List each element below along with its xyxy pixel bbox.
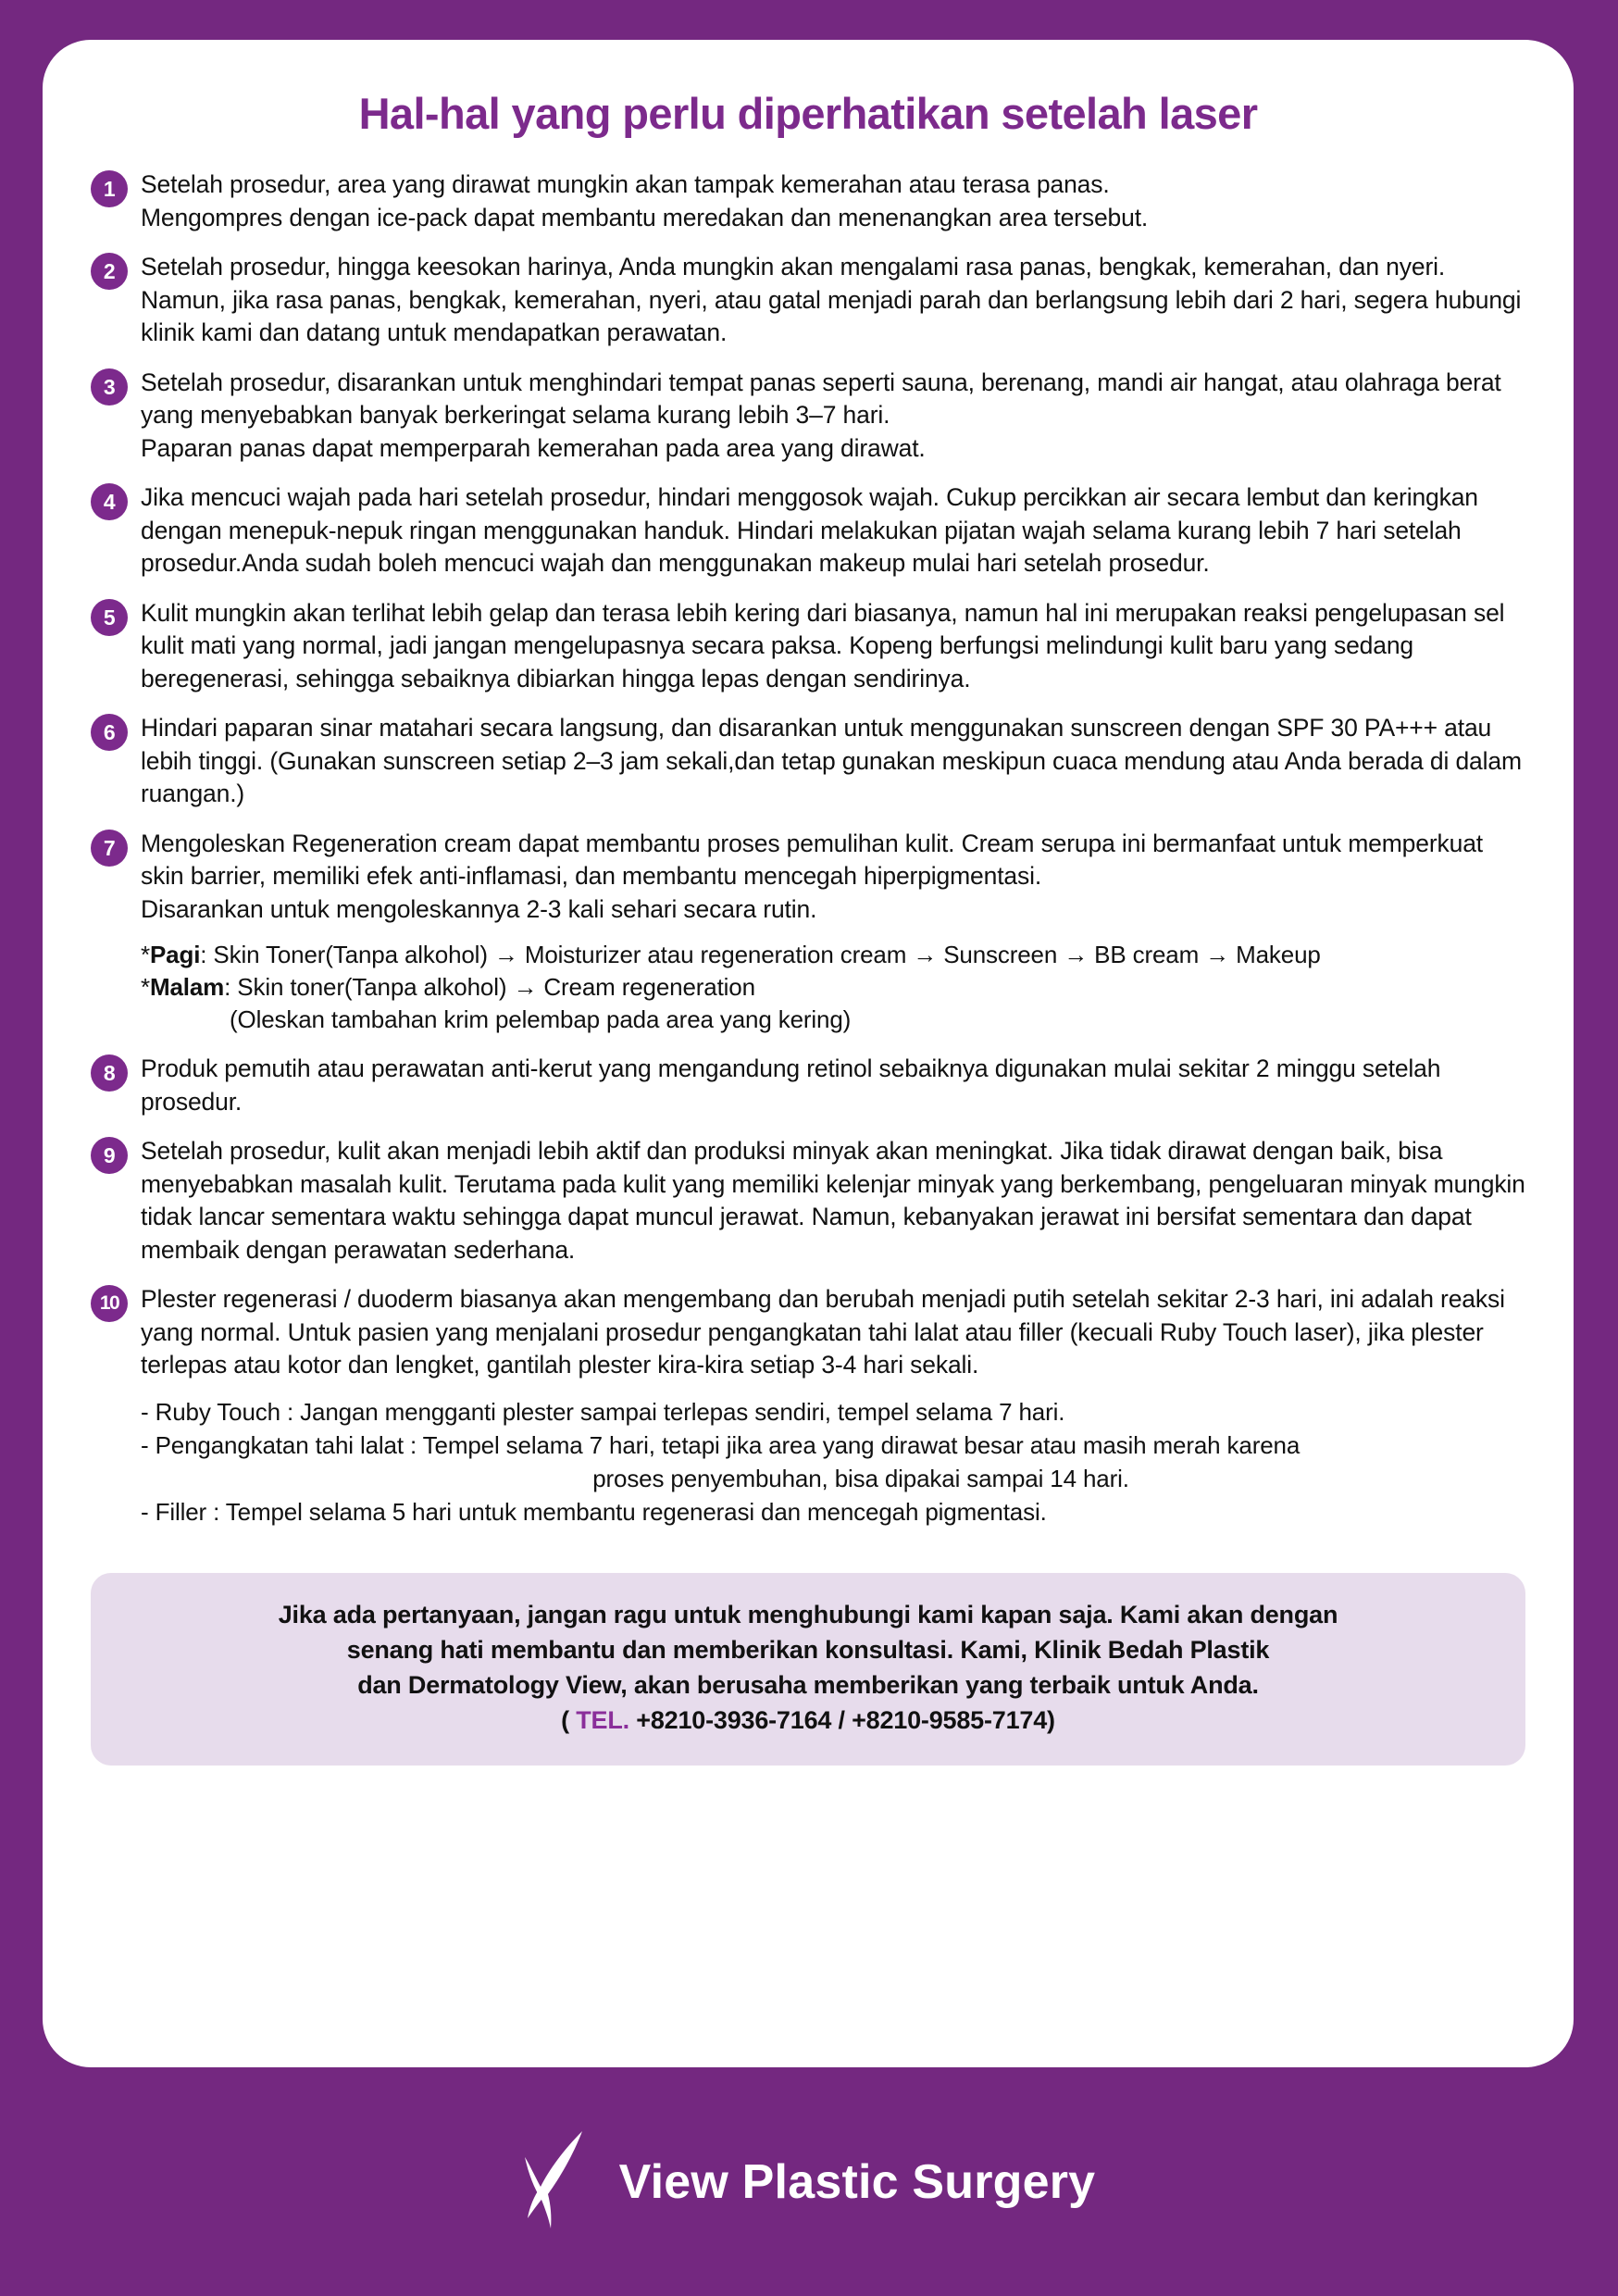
item-body (141, 1135, 1525, 1267)
contact-line-1: Jika ada pertanyaan, jangan ragu untuk menghubungi kami kapan saja. Kami akan dengan (278, 1600, 1338, 1628)
list-item (91, 828, 1525, 1037)
list-item (91, 597, 1525, 696)
brand-footer (0, 2067, 1618, 2296)
item-line: Jika mencuci wajah pada hari setelah prosedur, hindari menggosok wajah. Cukup percikkan air secara lembut dan keringkan dengan menepuk-nepuk ringan menggunakan handuk. Hindari melakukan pijatan wajah selama kurang lebih 7 hari setelah prosedur.Anda sudah boleh mencuci wajah dan menggunakan makeup mulai hari setelah prosedur. (141, 483, 1478, 577)
instruction-list (43, 148, 1574, 1529)
routine-night-note: (Oleskan tambahan krim pelembap pada area yang kering) (230, 1005, 852, 1033)
contact-phone-line (118, 1703, 1498, 1738)
item-number-badge: 9 (91, 1137, 128, 1174)
item-line: Setelah prosedur, disarankan untuk menghindari tempat panas seperti sauna, berenang, mandi air hangat, atau olahraga berat yang menyebabkan banyak berkeringat selama kurang lebih 3–7 hari. (141, 368, 1501, 429)
routine-star: * (141, 973, 150, 1001)
item-line: Paparan panas dapat memperparah kemerahan pada area yang dirawat. (141, 433, 926, 462)
list-item (91, 1135, 1525, 1267)
plaster-mole-removal (141, 1429, 1525, 1495)
routine-morning-text: : Skin Toner(Tanpa alkohol) → Moisturizer atau regeneration cream → Sunscreen → BB cream → Makeup (200, 941, 1321, 968)
item-body (141, 251, 1525, 350)
routine-star: * (141, 941, 150, 968)
mole-removal-text: : Tempel selama 7 hari, tetapi jika area yang dirawat besar atau masih merah karena (410, 1430, 1301, 1459)
routine-night (141, 971, 1525, 1004)
item-body (141, 1053, 1525, 1118)
tel-paren-open: ( (561, 1705, 577, 1734)
tel-label: TEL. (576, 1705, 629, 1734)
item-line: Hindari paparan sinar matahari secara langsung, dan disarankan untuk menggunakan sunscreen dengan SPF 30 PA+++ atau lebih tinggi. (Gunakan sunscreen setiap 2–3 jam sekali,dan tetap gunakan meskipun cuaca mendung atau Anda berada di dalam ruangan.) (141, 714, 1522, 807)
item-number-badge: 5 (91, 599, 128, 636)
item-body (141, 168, 1525, 234)
item-line: Setelah prosedur, area yang dirawat mungkin akan tampak kemerahan atau terasa panas. (141, 170, 1110, 198)
routine-night-label: Malam (149, 973, 225, 1001)
item-number-badge: 1 (91, 170, 128, 207)
routine-morning (141, 939, 1525, 971)
routine-morning-label: Pagi (149, 941, 201, 968)
item-line: Plester regenerasi / duoderm biasanya akan mengembang dan berubah menjadi putih setelah sekitar 2-3 hari, ini adalah reaksi yang normal. Untuk pasien yang menjalani prosedur pengangkatan tahi lalat atau filler (kecuali Ruby Touch laser), jika plester terlepas atau kotor dan lengket, gantilah plester kira-kira setiap 3-4 hari sekali. (141, 1285, 1505, 1379)
list-item (91, 1053, 1525, 1118)
plaster-detail-block (141, 1395, 1525, 1529)
mole-removal-text-cont: proses penyembuhan, bisa dipakai sampai 14 hari. (592, 1464, 1129, 1492)
item-number-badge: 6 (91, 714, 128, 751)
item-body (141, 1283, 1525, 1529)
brand-name: View Plastic Surgery (618, 2154, 1096, 2209)
item-line: Kulit mungkin akan terlihat lebih gelap dan terasa lebih kering dari biasanya, namun hal ini merupakan reaksi pengelupasan sel kulit mati yang normal, jadi jangan mengelupasnya secara paksa. Kopeng berfungsi melindungi kulit baru yang sedang beregenerasi, sehingga sebaiknya dibiarkan hingga lepas dengan sendirinya. (141, 598, 1505, 693)
item-body (141, 367, 1525, 466)
item-body (141, 828, 1525, 1037)
dash-marker: - (141, 1430, 149, 1459)
dash-marker: - (141, 1397, 149, 1426)
item-line: Setelah prosedur, hingga keesokan harinya, Anda mungkin akan mengalami rasa panas, bengkak, kemerahan, dan nyeri. Namun, jika rasa panas, bengkak, kemerahan, nyeri, atau gatal menjadi parah dan berlangsung lebih dari 2 hari, segera hubungi klinik kami dan datang untuk mendapatkan perawatan. (141, 253, 1522, 346)
item-line: Mengoleskan Regeneration cream dapat membantu proses pemulihan kulit. Cream serupa ini bermanfaat untuk memperkuat skin barrier, memiliki efek anti-inflamasi, dan membantu mencegah hiperpigmentasi. (141, 829, 1484, 890)
plaster-filler (141, 1495, 1525, 1529)
item-line: Produk pemutih atau perawatan anti-kerut yang mengandung retinol sebaiknya digunakan mulai sekitar 2 minggu setelah prosedur. (141, 1054, 1441, 1116)
item-number-badge: 10 (91, 1285, 128, 1322)
item-line: Setelah prosedur, kulit akan menjadi lebih aktif dan produksi minyak akan meningkat. Jika tidak dirawat dengan baik, bisa menyebabkan masalah kulit. Terutama pada kulit yang memiliki kelenjar minyak yang berkembang, pengeluaran minyak mungkin tidak lancar sementara waktu sehingga dapat muncul jerawat. Namun, kebanyakan jerawat ini bersifat sementara dan dapat membaik dengan perawatan sederhana. (141, 1137, 1525, 1264)
contact-callout-box (91, 1573, 1525, 1766)
item-number-badge: 3 (91, 368, 128, 406)
item-body (141, 712, 1525, 811)
item-body (141, 481, 1525, 580)
item-number-badge: 2 (91, 253, 128, 290)
ruby-touch-text: : Jangan mengganti plester sampai terlepas sendiri, tempel selama 7 hari. (287, 1397, 1065, 1426)
contact-line-3: dan Dermatology View, akan berusaha memberikan yang terbaik untuk Anda. (357, 1670, 1259, 1699)
list-item (91, 367, 1525, 466)
routine-night-text: : Skin toner(Tanpa alkohol) → Cream regeneration (224, 973, 755, 1001)
routine-block (141, 939, 1525, 1036)
item-number-badge: 8 (91, 1054, 128, 1092)
list-item (91, 481, 1525, 580)
item-line: Disarankan untuk mengoleskannya 2-3 kali sehari secara rutin. (141, 894, 817, 923)
list-item (91, 712, 1525, 811)
item-number-badge: 4 (91, 483, 128, 520)
ruby-touch-label: Ruby Touch (155, 1397, 280, 1426)
plaster-ruby-touch (141, 1395, 1525, 1429)
list-item (91, 251, 1525, 350)
item-line: Mengompres dengan ice-pack dapat membantu meredakan dan menenangkan area tersebut. (141, 203, 1149, 231)
tel-numbers: +8210-3936-7164 / +8210-9585-7174) (629, 1705, 1055, 1734)
contact-line-2: senang hati membantu dan memberikan konsultasi. Kami, Klinik Bedah Plastik (346, 1635, 1270, 1664)
mole-removal-label: Pengangkatan tahi lalat (155, 1430, 404, 1459)
feather-leaf-icon (523, 2129, 599, 2234)
content-card (43, 40, 1574, 2067)
dash-marker: - (141, 1497, 149, 1526)
filler-text: : Tempel selama 5 hari untuk membantu regenerasi dan mencegah pigmentasi. (213, 1497, 1047, 1526)
item-body (141, 597, 1525, 696)
list-item (91, 1283, 1525, 1529)
list-item (91, 168, 1525, 234)
page-title: Hal-hal yang perlu diperhatikan setelah laser (358, 89, 1258, 138)
item-number-badge: 7 (91, 830, 128, 867)
filler-label: Filler (155, 1497, 207, 1526)
